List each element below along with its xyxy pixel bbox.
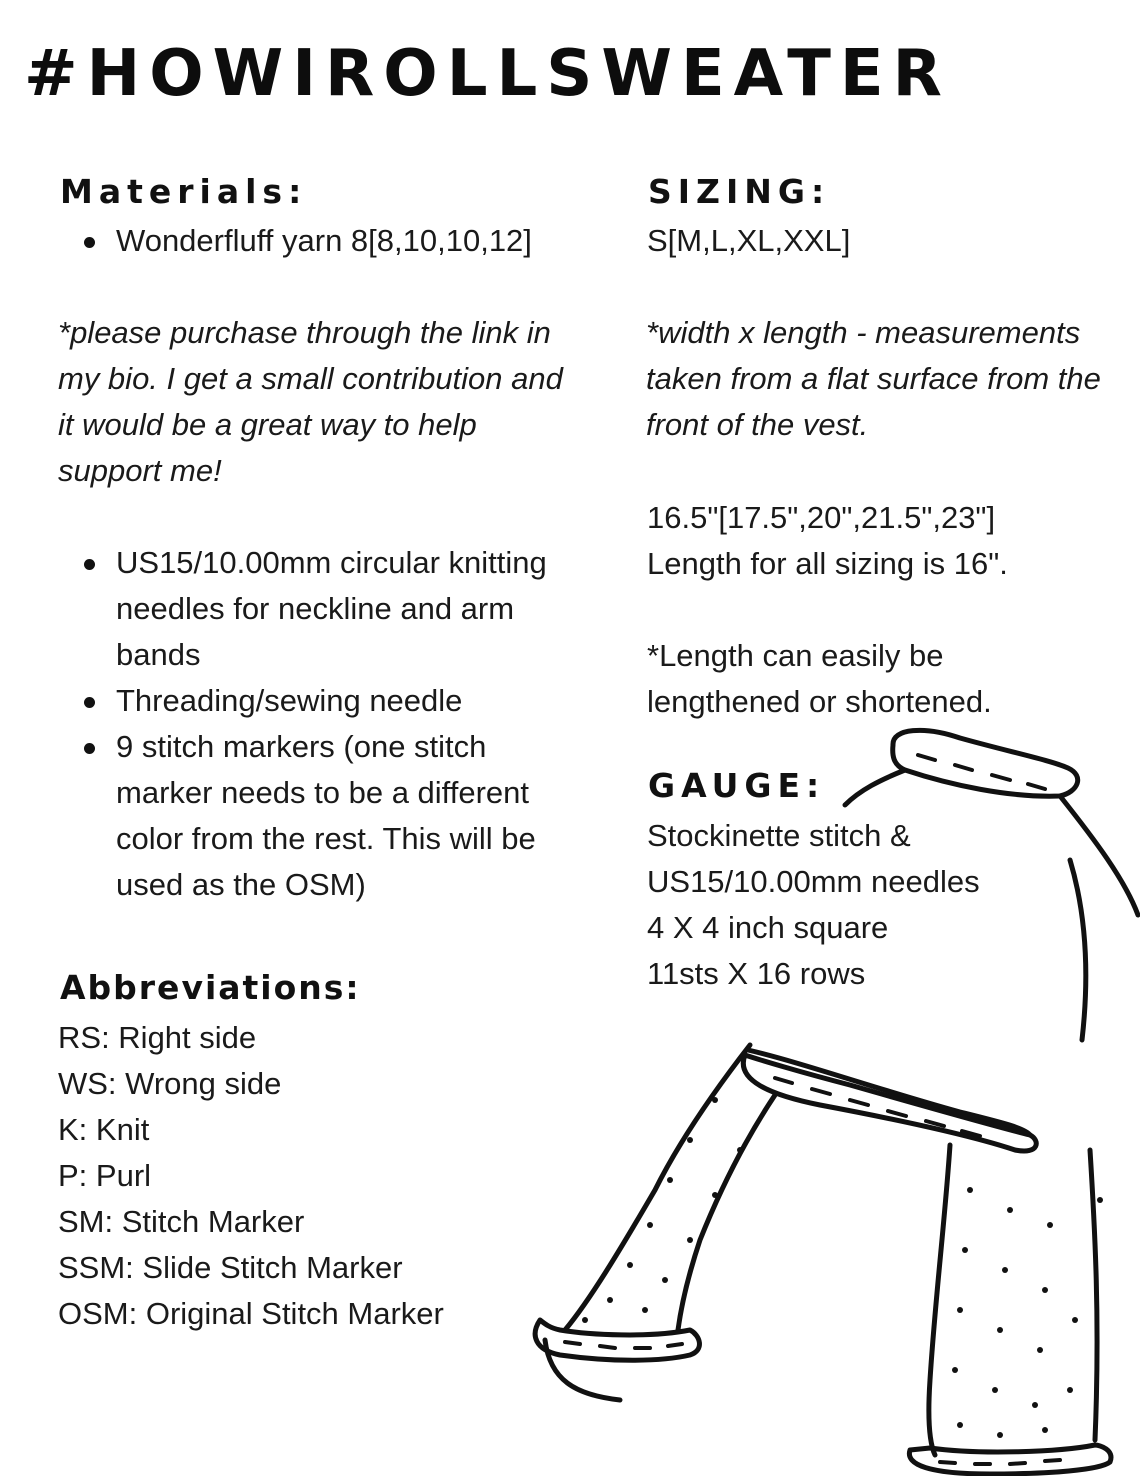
- right-cuff: [909, 1445, 1111, 1474]
- body-right-outline: [1060, 796, 1138, 915]
- abbreviations-list: [58, 1015, 444, 1337]
- sizing-note-line: front of the vest.: [646, 407, 869, 442]
- body-left-outline: [845, 770, 905, 805]
- materials-note-line: support me!: [58, 453, 222, 488]
- abbreviation-item: P: Purl: [58, 1158, 152, 1193]
- abbreviation-item: SSM: Slide Stitch Marker: [58, 1250, 403, 1285]
- list-item: 9 stitch markers (one stitch marker needs to be a different color from the rest. This will be used as the OSM): [58, 724, 547, 908]
- materials-note: [58, 310, 563, 494]
- materials-note-line: my bio. I get a small contribution and: [58, 361, 563, 396]
- page-title: #HOWIROLLSWEATER: [24, 37, 951, 111]
- materials-note-line: *please purchase through the link in: [58, 315, 551, 350]
- gauge-details: [647, 813, 980, 997]
- left-cuff: [535, 1320, 699, 1360]
- sizing-length-note: [647, 633, 992, 725]
- list-item: US15/10.00mm circular knitting needles for neckline and arm bands: [58, 540, 547, 678]
- right-sleeve-inner: [1090, 1150, 1097, 1440]
- materials-heading: Materials:: [60, 172, 308, 211]
- list-item: Wonderfluff yarn 8[8,10,10,12]: [58, 218, 532, 264]
- length-note-line: lengthened or shortened.: [647, 684, 992, 719]
- abbreviation-item: RS: Right side: [58, 1020, 257, 1055]
- abbreviation-item: OSM: Original Stitch Marker: [58, 1296, 444, 1331]
- materials-list: [58, 540, 547, 908]
- sizing-note-line: *width x length - measurements: [646, 315, 1081, 350]
- right-sleeve-outline: [929, 1145, 950, 1455]
- sizing-sizes: S[M,L,XL,XXL]: [647, 223, 851, 258]
- gauge-heading: GAUGE:: [648, 766, 826, 805]
- sizing-heading: SIZING:: [648, 172, 831, 211]
- gauge-line: Stockinette stitch &: [647, 818, 911, 853]
- collar-outline: [893, 730, 1078, 796]
- left-sleeve-outline: [565, 1045, 750, 1330]
- sizing-note-line: taken from a flat surface from the: [646, 361, 1101, 396]
- sizing-length: Length for all sizing is 16".: [647, 546, 1008, 581]
- materials-note-line: it would be a great way to help: [58, 407, 477, 442]
- gauge-line: 4 X 4 inch square: [647, 910, 889, 945]
- abbreviation-item: K: Knit: [58, 1112, 150, 1147]
- abbreviations-heading: Abbreviations:: [60, 968, 361, 1007]
- gauge-line: 11sts X 16 rows: [647, 956, 866, 991]
- abbreviation-item: WS: Wrong side: [58, 1066, 282, 1101]
- abbreviation-item: SM: Stitch Marker: [58, 1204, 305, 1239]
- left-sleeve-inner: [678, 1095, 775, 1330]
- length-note-line: *Length can easily be: [647, 638, 944, 673]
- hem-roll-top: [748, 1050, 1030, 1135]
- list-item: Threading/sewing needle: [58, 678, 547, 724]
- sizing-note: [646, 310, 1101, 448]
- hem-roll: [743, 1055, 1036, 1151]
- gauge-line: US15/10.00mm needles: [647, 864, 980, 899]
- materials-yarn-list: [58, 218, 532, 264]
- sleeve-texture-dots: [582, 1097, 1103, 1438]
- body-right-inner: [1070, 860, 1086, 1040]
- sizing-widths: 16.5"[17.5",20",21.5",23"]: [647, 500, 996, 535]
